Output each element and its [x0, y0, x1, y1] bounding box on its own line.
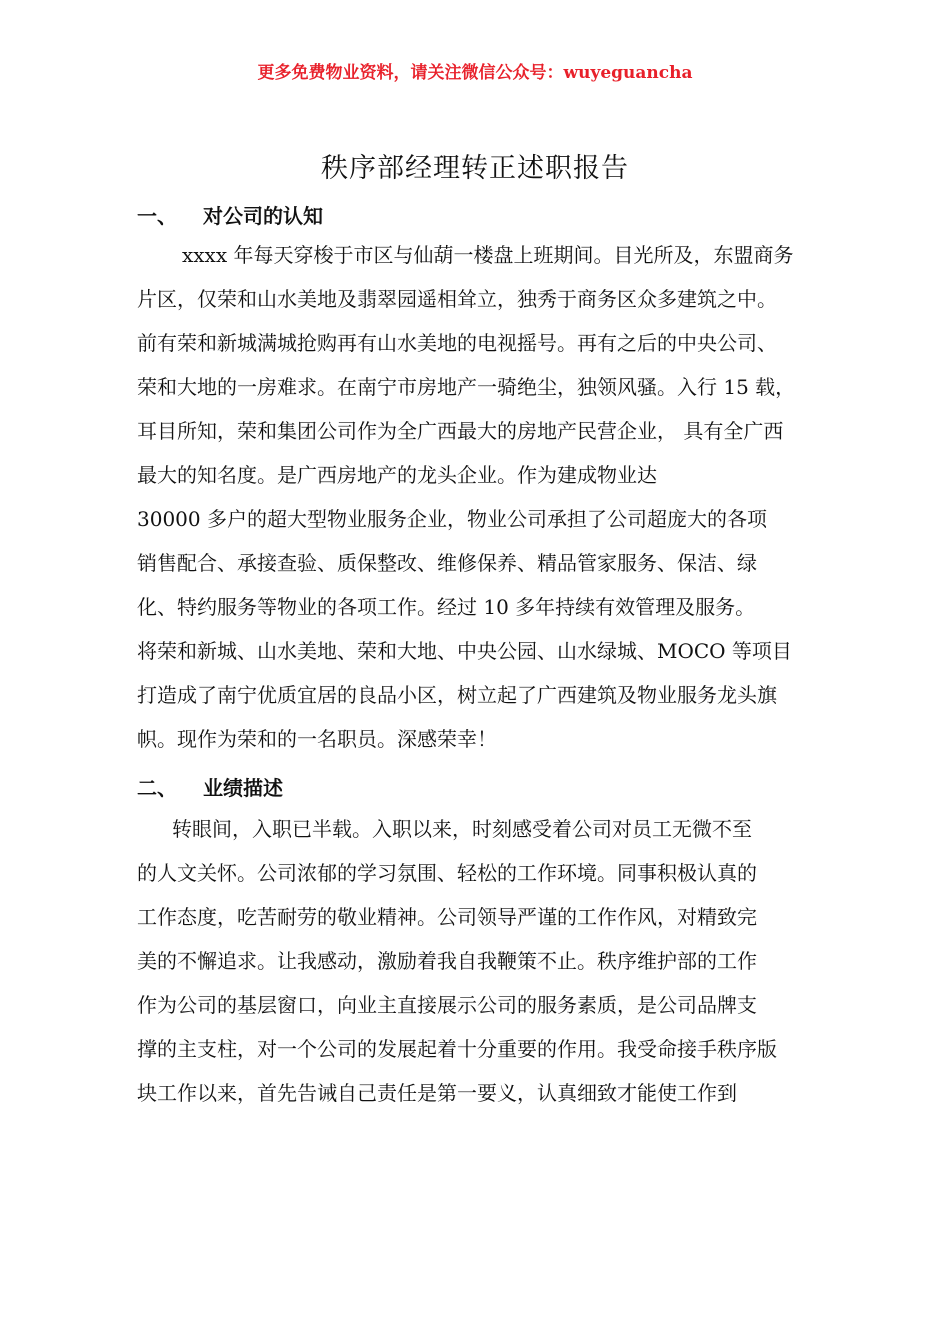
paragraph-line: 帜。现作为荣和的一名职员。深感荣幸！	[137, 727, 497, 751]
paragraph-line: 转眼间，入职已半载。入职以来，时刻感受着公司对员工无微不至	[172, 817, 752, 841]
paragraph-line: 美的不懈追求。让我感动，激励着我自我鞭策不止。秩序维护部的工作	[137, 949, 757, 973]
paragraph-line: 作为公司的基层窗口，向业主直接展示公司的服务素质，是公司品牌支	[137, 993, 757, 1017]
section-number: 二、	[137, 776, 177, 800]
paragraph-line: 打造成了南宁优质宜居的良品小区，树立起了广西建筑及物业服务龙头旗	[137, 683, 777, 707]
paragraph-line: 化、特约服务等物业的各项工作。经过 10 多年持续有效管理及服务。	[137, 595, 756, 619]
paragraph-line: 荣和大地的一房难求。在南宁市房地产一骑绝尘，独领风骚。入行 15 载，	[137, 375, 796, 399]
section-heading-1	[137, 200, 323, 229]
paragraph-line: xxxx 年每天穿梭于市区与仙葫一楼盘上班期间。目光所及，东盟商务	[182, 243, 794, 267]
paragraph-line: 工作态度，吃苦耐劳的敬业精神。公司领导严谨的工作作风，对精致完	[137, 905, 757, 929]
paragraph-line: 耳目所知，荣和集团公司作为全广西最大的房地产民营企业， 具有全广西	[137, 419, 784, 443]
paragraph-line: 30000 多户的超大型物业服务企业，物业公司承担了公司超庞大的各项	[137, 507, 767, 531]
promo-banner: 更多免费物业资料，请关注微信公众号：wuyeguancha	[257, 63, 693, 83]
paragraph-line: 前有荣和新城满城抢购再有山水美地的电视摇号。再有之后的中央公司、	[137, 331, 777, 355]
paragraph-line: 片区，仅荣和山水美地及翡翠园遥相耸立，独秀于商务区众多建筑之中。	[137, 287, 777, 311]
section-number: 一、	[137, 204, 177, 228]
document-title: 秩序部经理转正述职报告	[321, 153, 629, 184]
section-heading-text: 业绩描述	[203, 776, 283, 800]
section-heading-2	[137, 772, 283, 801]
paragraph-line: 撑的主支柱，对一个公司的发展起着十分重要的作用。我受命接手秩序版	[137, 1037, 777, 1061]
paragraph-line: 的人文关怀。公司浓郁的学习氛围、轻松的工作环境。同事积极认真的	[137, 861, 757, 885]
paragraph-line: 销售配合、承接查验、质保整改、维修保养、精品管家服务、保洁、绿	[137, 551, 757, 575]
paragraph-line: 块工作以来，首先告诫自己责任是第一要义，认真细致才能使工作到	[137, 1081, 737, 1105]
paragraph-line: 最大的知名度。是广西房地产的龙头企业。作为建成物业达	[137, 463, 657, 487]
paragraph-line: 将荣和新城、山水美地、荣和大地、中央公园、山水绿城、MOCO 等项目	[137, 639, 792, 663]
section-heading-text: 对公司的认知	[203, 204, 323, 228]
